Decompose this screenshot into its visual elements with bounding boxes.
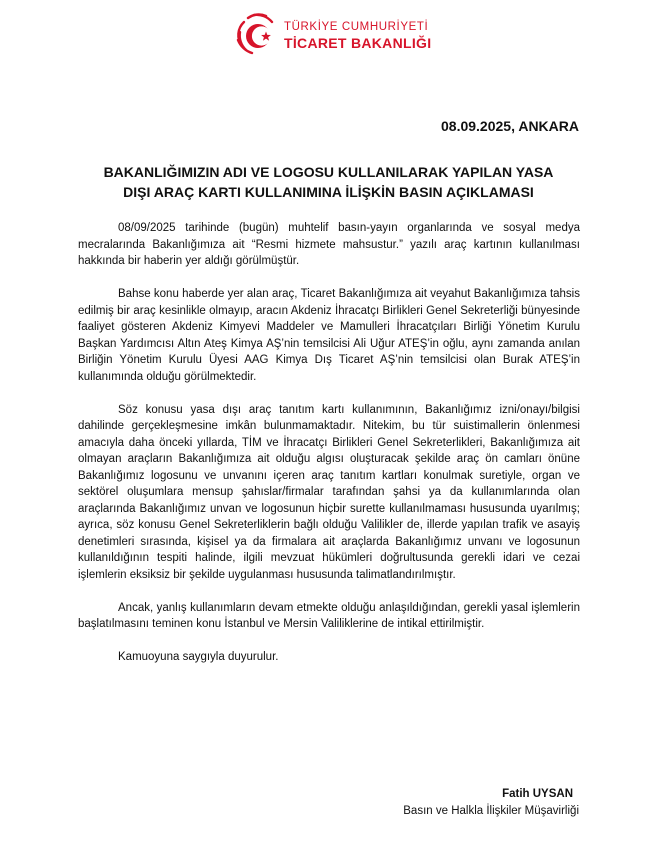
document-body [78,220,580,682]
document-title [60,162,597,202]
title-line-1: BAKANLIĞIMIZIN ADI VE LOGOSU KULLANILARAK YAPILAN YASA [103,164,554,180]
signatory-office: Basın ve Halkla İlişkiler Müşavirliği [403,805,579,817]
date-place: 08.09.2025, ANKARA [441,118,579,134]
ministry-crescent-logo-icon [232,10,280,58]
signatory-name: Fatih UYSAN [502,788,573,800]
ministry-header [232,10,452,60]
closing-line: Kamuoyuna saygıyla duyurulur. [118,651,279,663]
paragraph-2: Bahse konu haberde yer alan araç, Ticaret Bakanlığımıza ait veyahut Bakanlığımıza tahsis edilmiş bir araç kesinlikle olmayıp, aracın Akdeniz İhracatçı Birlikleri Genel Sekreterliği bünyesinde faaliyet gösteren Akdeniz Kimyevi Maddeler ve Mamulleri İhracatçıları Birliği Yönetim Kurulu Başkan Yardımcısı Altın Ateş Kimya AŞ’nin temsilcisi Ali Uğur ATEŞ’in oğlu, aynı zamanda anılan Birliğin Yönetim Kurulu Üyesi AAG Kimya Dış Ticaret AŞ’nin temsilcisi olan Burak ATEŞ’in kullanımında olduğu görülmektedir. [78,288,580,383]
signature-block [403,786,579,820]
title-line-2: DIŞI ARAÇ KARTI KULLANIMINA İLİŞKİN BASIN AÇIKLAMASI [123,184,534,200]
ministry-name [284,22,431,50]
org-line-2: TİCARET BAKANLIĞI [284,34,432,51]
paragraph-3: Söz konusu yasa dışı araç tanıtım kartı kullanımının, Bakanlığımız izni/onayı/bilgisi dahilinde gerçekleşmesine imkân bulunmamaktadır. Nitekim, bu tür suistimallerin önlenmesi amacıyla daha önceki yıllarda, TİM ve İhracatçı Birlikleri Genel Sekreterlikleri, Bakanlığımıza ait olmayan araçların Bakanlığımıza ait olduğu algısı oluşturacak şekilde araç ön camları önüne Bakanlığımız logosunu ve unvanını içeren araç tanıtım kartları konulmak suretiyle, organ ve sektörel oluşumlara mensup şahıslar/firmalar tarafından şahsi ya da kullanımlarında olan araçlarında Bakanlığımız unvan ve logosunun hiçbir surette kullanılmaması hususunda uyarılmış; ayrıca, söz konusu Genel Sekreterliklerin bağlı olduğu Valilikler de, illerde yapılan trafik ve asayiş denetimleri sırasında, kişisel ya da firmalara ait araçlarda Bakanlığımız unvanı ve logosunun kullanıldığının tespiti halinde, ilgili mevzuat hükümleri doğrultusunda gerekli idari ve cezai işlemlerin eksiksiz bir şekilde uygulanması hususunda talimatlandırılmıştır. [78,403,580,581]
paragraph-4: Ancak, yanlış kullanımların devam etmekte olduğu anlaşıldığından, gerekli yasal işlemlerin başlatılmasını teminen konu İstanbul ve Mersin Valiliklerine de intikal ettirilmiştir. [78,601,580,630]
paragraph-1: 08/09/2025 tarihinde (bugün) muhtelif basın-yayın organlarında ve sosyal medya mecralarında Bakanlığımıza ait “Resmi hizmete mahsustur.” yazılı araç kartının kullanılması hakkında bir haberin yer aldığı görülmüştür. [78,222,580,267]
org-line-1: TÜRKİYE CUMHURİYETİ [284,21,429,33]
